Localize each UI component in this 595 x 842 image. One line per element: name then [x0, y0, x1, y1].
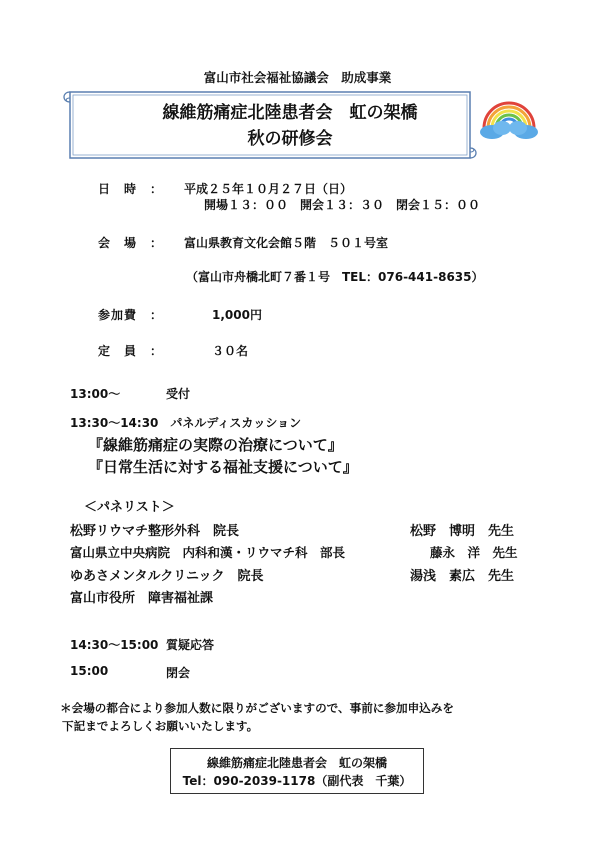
- contact-phone: Tel：090-2039-1178（副代表 千葉）: [182, 774, 412, 788]
- sponsor-text: 富山市社会福祉協議会 助成事業: [203, 70, 392, 85]
- panelist-3-name: 湯浅 素広 先生: [410, 569, 515, 584]
- panelist-1-org: 松野リウマチ整形外科 院長: [70, 524, 240, 539]
- panel-topic-2: 『日常生活に対する福祉支援について』: [88, 458, 358, 476]
- date-value: 平成２５年１０月２７日（日）: [184, 182, 353, 196]
- panelist-2-name: 藤永 洋 先生: [430, 545, 518, 560]
- schedule-time-1: 13:00～: [70, 387, 121, 401]
- venue-address: （富山市舟橋北町７番１号 TEL：076-441-8635）: [186, 270, 484, 284]
- schedule-desc-3: 質疑応答: [166, 638, 215, 652]
- note-line-2: 下記までよろしくお願いいたします。: [62, 719, 259, 733]
- capacity-label: 定 員 ：: [98, 344, 164, 358]
- rainbow-cloud-icon: [478, 98, 540, 142]
- panelist-heading: ＜パネリスト＞: [84, 500, 175, 515]
- fee-label: 参加費 ：: [98, 308, 164, 322]
- schedule-time-3: 14:30～15:00: [70, 638, 159, 652]
- note-line-1: ＊会場の都合により参加人数に限りがございますので、事前に参加申込みを: [60, 701, 454, 715]
- venue-label: 会 場 ：: [98, 236, 164, 250]
- panelist-3-org: ゆあさメンタルクリニック 院長: [70, 569, 264, 584]
- event-subtitle: 秋の研修会: [247, 129, 333, 149]
- event-title: 線維筋痛症北陸患者会 虹の架橋: [162, 103, 418, 123]
- panelist-1-name: 松野 博明 先生: [410, 524, 515, 539]
- panelist-4-org: 富山市役所 障害福祉課: [70, 591, 214, 606]
- date-label: 日 時 ：: [98, 182, 164, 196]
- fee-value: 1,000円: [212, 308, 262, 322]
- schedule-time-4: 15:00: [70, 664, 109, 678]
- schedule-desc-4: 閉会: [166, 666, 191, 680]
- panelist-2-org: 富山県立中央病院 内科和漢・リウマチ科 部長: [70, 545, 346, 560]
- contact-org: 線維筋痛症北陸患者会 虹の架橋: [206, 756, 387, 770]
- schedule-panel-line: 13:30～14:30 パネルディスカッション: [70, 416, 302, 430]
- time-value: 開場１３：００ 開会１３：３０ 閉会１５：００: [204, 198, 481, 212]
- venue-value: 富山県教育文化会館５階 ５０１号室: [184, 236, 389, 250]
- schedule-desc-1: 受付: [166, 387, 191, 401]
- capacity-value: ３０名: [212, 344, 249, 358]
- panel-topic-1: 『線維筋痛症の実際の治療について』: [88, 436, 343, 454]
